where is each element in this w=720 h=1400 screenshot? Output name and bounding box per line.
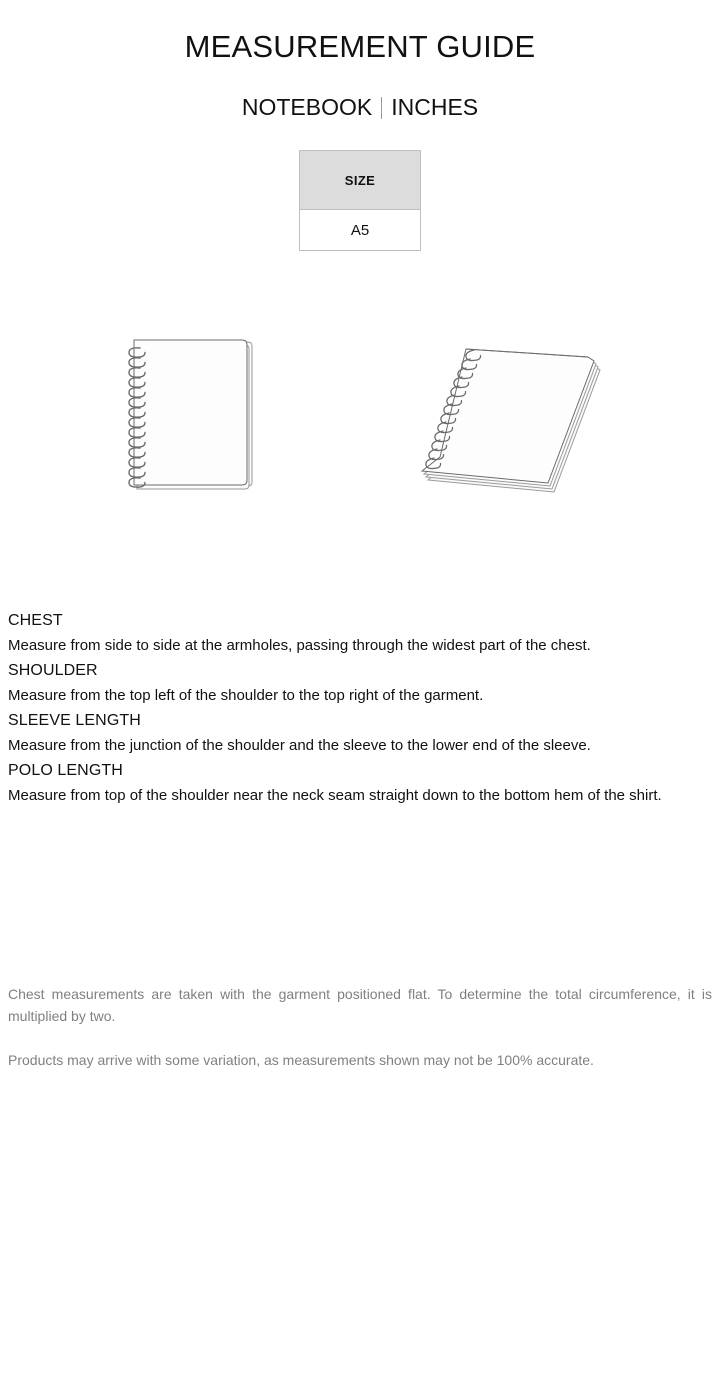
section-body-sleeve-length: Measure from the junction of the shoulder and the sleeve to the lower end of the sleeve. <box>8 737 591 754</box>
page-title: MEASUREMENT GUIDE <box>184 29 536 64</box>
section-title-shoulder: SHOULDER <box>8 662 98 679</box>
measurement-section-shoulder <box>8 658 712 708</box>
note-chest-measurement: Chest measurements are taken with the garment positioned flat. To determine the total circumference, it is multiplied by two. <box>8 986 712 1024</box>
disclaimer-notes <box>8 983 712 1071</box>
section-title-sleeve-length: SLEEVE LENGTH <box>8 712 141 729</box>
subtitle-divider <box>381 97 382 119</box>
subtitle-unit: INCHES <box>391 94 479 120</box>
size-table <box>299 150 421 251</box>
measurement-section-polo-length <box>8 758 712 808</box>
measurement-section-chest <box>8 608 712 658</box>
note-accuracy-disclaimer: Products may arrive with some variation, as measurements shown may not be 100% accurate. <box>8 1052 594 1068</box>
section-title-chest: CHEST <box>8 612 63 629</box>
section-body-polo-length: Measure from top of the shoulder near the neck seam straight down to the bottom hem of the shirt. <box>8 787 662 804</box>
measurement-sections <box>8 608 712 808</box>
section-body-shoulder: Measure from the top left of the shoulder to the top right of the garment. <box>8 687 484 704</box>
subtitle-product: NOTEBOOK <box>241 94 373 120</box>
section-body-chest: Measure from side to side at the armholes, passing through the widest part of the chest. <box>8 637 591 654</box>
notebook-front-view-icon <box>124 330 284 495</box>
product-illustrations <box>0 272 720 602</box>
section-title-polo-length: POLO LENGTH <box>8 762 123 779</box>
measurement-section-sleeve-length <box>8 708 712 758</box>
table-header-size: SIZE <box>300 151 421 210</box>
page-subtitle <box>0 92 720 122</box>
table-header-row <box>300 151 421 210</box>
table-cell-size-value: A5 <box>300 210 421 251</box>
table-row <box>300 210 421 251</box>
notebook-angled-view-icon <box>404 334 636 506</box>
